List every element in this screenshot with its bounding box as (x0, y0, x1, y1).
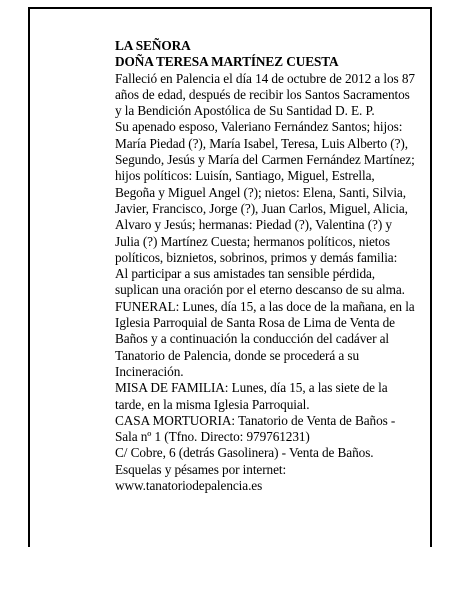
death-announcement: Falleció en Palencia el día 14 de octubre de 2012 a los 87 años de edad, después de recibir los Santos Sacramentos y la Bendición Apostólica de Su Santidad D. E. P. (115, 70, 415, 119)
online-condolences-label: Esquelas y pésames por internet: (115, 461, 287, 477)
heading-title: LA SEÑORA (115, 38, 191, 53)
funeral-details: FUNERAL: Lunes, día 15, a las doce de la mañana, en la Iglesia Parroquial de Santa Rosa de Lima de Venta de Baños y a continuación la conducción del cadáver al Tanatorio de Palencia, donde se procederá a su Incineración. (115, 298, 415, 379)
family-list: Su apenado esposo, Valeriano Fernández Santos; hijos: María Piedad (?), María Isabel, Teresa, Luis Alberto (?), Segundo, Jesús y María del Carmen Fernández Martínez; hijos políticos: Luisín, Santiago, Miguel, Estrella, Begoña y Miguel Angel (?); nietos: Elena, Santi, Silvia, Javier, Francisco, Jorge (?), Juan Carlos, Miguel, Alicia, Alvaro y Jesús; hermanas: Piedad (?), Valentina (?) y Julia (?) Martínez Cuesta; hermanos políticos, nietos políticos, biznietos, sobrinos, primos y demás familia: (115, 119, 415, 265)
obituary-notice (115, 38, 415, 494)
funeral-home-details: CASA MORTUORIA: Tanatorio de Venta de Baños - Sala nº 1 (Tfno. Directo: 979761231) (115, 412, 396, 445)
funeral-home-address: C/ Cobre, 6 (detrás Gasolinera) - Venta de Baños. (115, 445, 374, 461)
prayer-request: Al participar a sus amistades tan sensible pérdida, suplican una oración por el eterno descanso de su alma. (115, 266, 405, 298)
website-link[interactable]: www.tanatoriodepalencia.es (115, 478, 263, 494)
family-mass-details: MISA DE FAMILIA: Lunes, día 15, a las siete de la tarde, en la misma Iglesia Parroquial. (115, 380, 388, 412)
deceased-name: DOÑA TERESA MARTÍNEZ CUESTA (115, 54, 339, 70)
